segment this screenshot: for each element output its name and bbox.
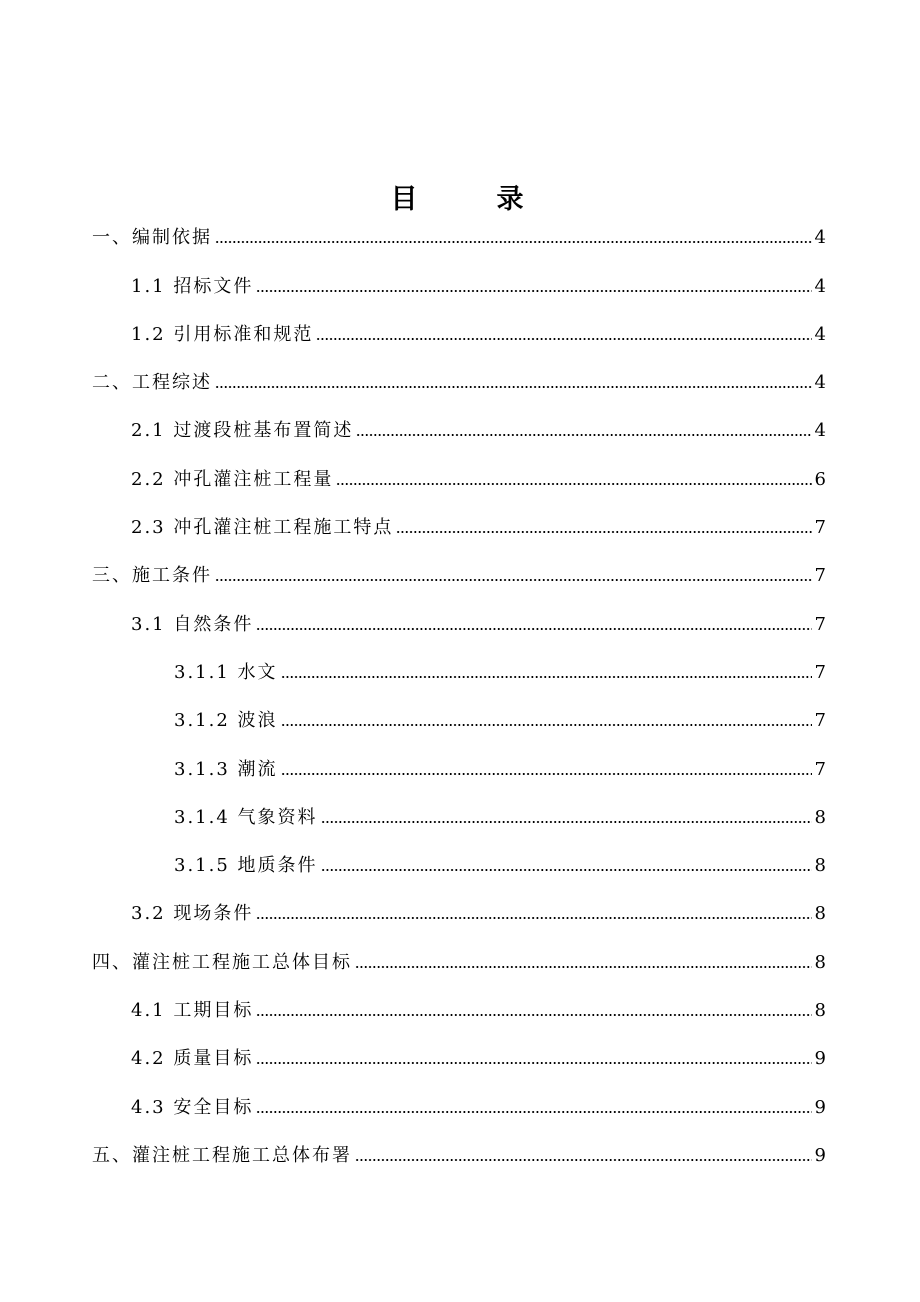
- toc-entry-label: 3.1 自然条件: [131, 613, 254, 635]
- toc-entry[interactable]: [0, 463, 920, 511]
- toc-dot-leader: [355, 965, 812, 969]
- toc-entry[interactable]: [0, 512, 920, 560]
- toc-entry-label: 3.1.1 水文: [174, 661, 278, 683]
- toc-entry-label: 一、编制依据: [92, 227, 212, 249]
- toc-dot-leader: [256, 1061, 811, 1065]
- toc-entry[interactable]: [0, 946, 920, 994]
- toc-entry-page: 8: [814, 855, 826, 877]
- toc-entry-label: 3.1.5 地质条件: [174, 855, 318, 877]
- toc-entry[interactable]: [0, 1043, 920, 1091]
- toc-entry-page: 7: [814, 565, 826, 587]
- toc-entry-label: 1.2 引用标准和规范: [131, 323, 314, 345]
- toc-list: [0, 222, 920, 1188]
- toc-entry-page: 4: [814, 420, 826, 442]
- toc-entry-label: 3.2 现场条件: [131, 903, 254, 925]
- toc-dot-leader: [256, 289, 811, 293]
- toc-dot-leader: [256, 1013, 811, 1017]
- toc-entry[interactable]: [0, 608, 920, 656]
- toc-entry-label: 二、工程综述: [92, 372, 212, 394]
- toc-dot-leader: [316, 337, 811, 341]
- toc-entry-label: 3.1.3 潮流: [174, 758, 278, 780]
- toc-entry[interactable]: [0, 222, 920, 270]
- toc-entry[interactable]: [0, 270, 920, 318]
- toc-entry-page: 8: [814, 1000, 826, 1022]
- toc-entry-label: 五、灌注桩工程施工总体布署: [92, 1144, 352, 1166]
- toc-entry-page: 4: [814, 227, 826, 249]
- toc-entry[interactable]: [0, 319, 920, 367]
- toc-entry-label: 2.2 冲孔灌注桩工程量: [131, 468, 334, 490]
- toc-entry[interactable]: [0, 753, 920, 801]
- toc-entry[interactable]: [0, 850, 920, 898]
- toc-entry-page: 6: [814, 468, 826, 490]
- toc-entry[interactable]: [0, 367, 920, 415]
- toc-dot-leader: [215, 240, 812, 244]
- toc-entry-page: 7: [814, 758, 826, 780]
- toc-entry-page: 9: [814, 1096, 826, 1118]
- toc-entry-page: 8: [814, 951, 826, 973]
- toc-entry-label: 1.1 招标文件: [131, 275, 254, 297]
- toc-entry-page: 4: [814, 323, 826, 345]
- toc-dot-leader: [355, 1158, 812, 1162]
- toc-dot-leader: [321, 868, 812, 872]
- toc-entry[interactable]: [0, 415, 920, 463]
- toc-dot-leader: [281, 723, 812, 727]
- toc-entry-label: 三、施工条件: [92, 565, 212, 587]
- toc-title: 目 录: [390, 184, 550, 215]
- toc-dot-leader: [281, 675, 812, 679]
- toc-entry-page: 7: [814, 613, 826, 635]
- toc-dot-leader: [336, 482, 811, 486]
- toc-entry-page: 7: [814, 710, 826, 732]
- toc-entry-page: 8: [814, 903, 826, 925]
- toc-entry-label: 2.1 过渡段桩基布置简述: [131, 420, 354, 442]
- toc-entry[interactable]: [0, 802, 920, 850]
- toc-entry-page: 4: [814, 372, 826, 394]
- toc-entry-page: 9: [814, 1048, 826, 1070]
- toc-dot-leader: [396, 530, 811, 534]
- toc-entry-page: 8: [814, 806, 826, 828]
- toc-dot-leader: [256, 627, 811, 631]
- toc-entry-page: 7: [814, 517, 826, 539]
- toc-dot-leader: [215, 578, 812, 582]
- toc-dot-leader: [215, 385, 812, 389]
- toc-entry-label: 4.1 工期目标: [131, 1000, 254, 1022]
- toc-entry[interactable]: [0, 657, 920, 705]
- toc-entry[interactable]: [0, 560, 920, 608]
- toc-entry[interactable]: [0, 1140, 920, 1188]
- toc-entry[interactable]: [0, 705, 920, 753]
- toc-dot-leader: [356, 433, 811, 437]
- toc-dot-leader: [256, 1110, 811, 1114]
- toc-entry[interactable]: [0, 898, 920, 946]
- toc-entry-label: 2.3 冲孔灌注桩工程施工特点: [131, 517, 394, 539]
- toc-entry[interactable]: [0, 995, 920, 1043]
- toc-entry-page: 4: [814, 275, 826, 297]
- toc-entry[interactable]: [0, 1091, 920, 1139]
- toc-entry-label: 3.1.2 波浪: [174, 710, 278, 732]
- toc-entry-label: 4.2 质量目标: [131, 1048, 254, 1070]
- toc-entry-page: 7: [814, 661, 826, 683]
- toc-dot-leader: [256, 916, 811, 920]
- toc-dot-leader: [281, 772, 812, 776]
- toc-entry-label: 4.3 安全目标: [131, 1096, 254, 1118]
- toc-entry-page: 9: [814, 1144, 826, 1166]
- toc-dot-leader: [321, 820, 812, 824]
- toc-entry-label: 四、灌注桩工程施工总体目标: [92, 951, 352, 973]
- toc-entry-label: 3.1.4 气象资料: [174, 806, 318, 828]
